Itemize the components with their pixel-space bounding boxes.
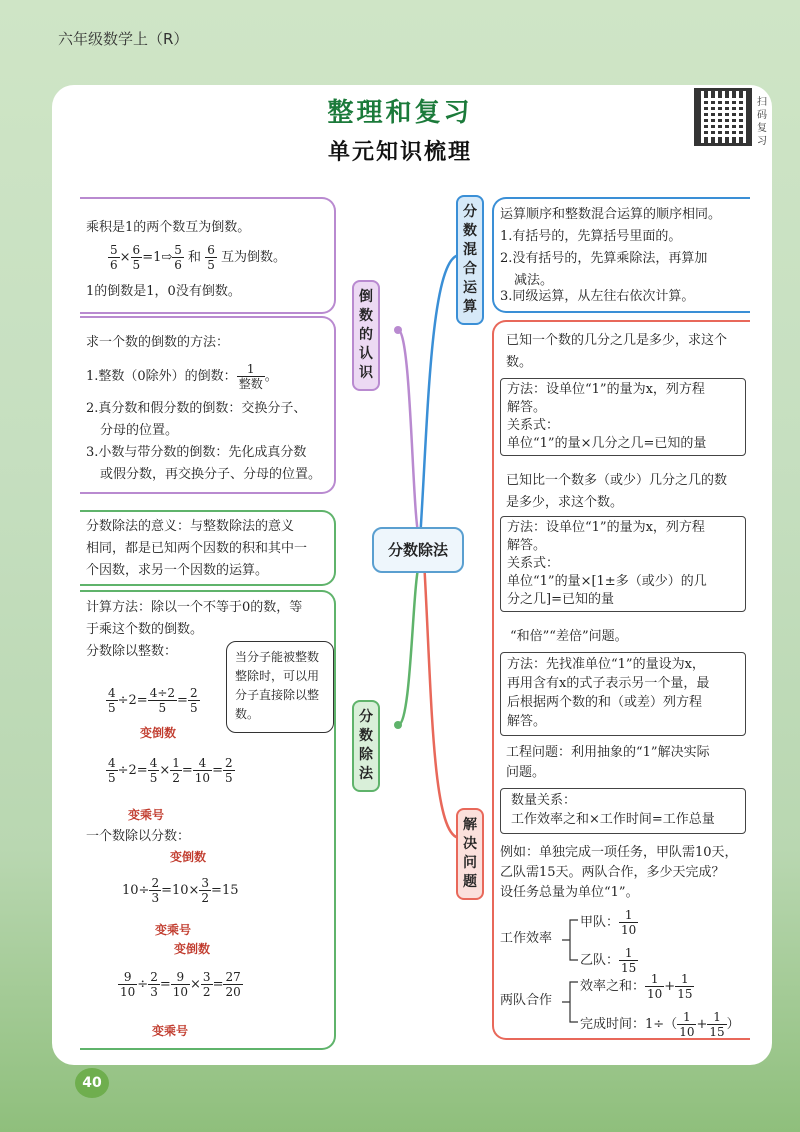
- example-c: 设任务总量为单位“1”。: [500, 885, 639, 900]
- cooperation-label: 两队合作: [500, 993, 553, 1008]
- grade-label: 六年级数学上（R）: [58, 30, 189, 48]
- completion-time: 完成时间：1÷（ $\frac{1}{10}$ + $\frac{1}{15}$ ）: [580, 1010, 740, 1039]
- reciprocal-method-3b: 或假分数，再交换分子、分母的位置。: [100, 467, 322, 482]
- reciprocal-method-title: 求一个数的倒数的方法：: [86, 335, 230, 350]
- division-by-frac-title: 一个数除以分数：: [86, 829, 191, 844]
- flip-label-1: 变倒数: [140, 726, 177, 740]
- q4a: 工程问题：利用抽象的“1”解决实际: [506, 745, 710, 760]
- example-4: $\frac{9}{10}$ ÷ $\frac{2}{3}$ = $\frac{9}{10}$ × $\frac{3}{2}$ = $\frac{27}{20}$: [120, 970, 241, 999]
- page-number: 40: [75, 1068, 109, 1098]
- example-b: 乙队需15天。两队合作，多少天完成？: [500, 865, 725, 880]
- q1b: 数。: [506, 355, 533, 370]
- reciprocal-method-2a: 2.真分数和假分数的倒数：交换分子、: [86, 401, 307, 416]
- example-1: $\frac{4}{5}$ ÷2= $\frac{4\div 2}{5}$ = $\frac{2}{5}$: [108, 686, 198, 715]
- mul-label-2: 变乘号: [155, 923, 192, 937]
- efficiency-label: 工作效率: [500, 931, 553, 946]
- center-topic: 分数除法: [372, 527, 464, 573]
- tag-mixed: 分数混合运算: [456, 195, 484, 325]
- method-box-4: 数量关系： 工作效率之和×工作时间=工作总量: [500, 788, 746, 834]
- division-meaning-b: 相同，都是已知两个因数的积和其中一: [86, 541, 308, 556]
- page-subtitle: 单元知识梳理: [327, 140, 472, 165]
- reciprocal-method-2b: 分母的位置。: [100, 423, 179, 438]
- tag-division: 分数除法: [352, 700, 380, 792]
- mul-label-3: 变乘号: [152, 1024, 189, 1038]
- tag-problems: 解决问题: [456, 808, 484, 900]
- example-2: $\frac{4}{5}$ ÷2= $\frac{4}{5}$ × $\frac{1}{2}$ = $\frac{4}{10}$ = $\frac{2}{5}$: [108, 756, 233, 785]
- method-box-1: 方法：设单位“1”的量为x，列方程 解答。 关系式： 单位“1”的量×几分之几=已知的量: [500, 378, 746, 456]
- scan-label: 扫码复习: [757, 97, 767, 147]
- mixed-l3a: 2.没有括号的，先算乘除法，再算加: [500, 251, 708, 266]
- q1a: 已知一个数的几分之几是多少，求这个: [506, 333, 728, 348]
- q2a: 已知比一个数多（或少）几分之几的数: [506, 473, 728, 488]
- method-box-3: 方法：先找准单位“1”的量设为x， 再用含有x的式子表示另一个量，最 后根据两个数的和（或差）列方程 解答。: [500, 652, 746, 736]
- division-meaning-a: 分数除法的意义：与整数除法的意义: [86, 519, 295, 534]
- reciprocal-method-1: 1.整数（0除外）的倒数： $\frac{1}{\text{整数}}$ 。: [86, 362, 278, 391]
- mixed-l2: 1.有括号的，先算括号里面的。: [500, 229, 682, 244]
- tag-reciprocal: 倒数的认识: [352, 280, 380, 391]
- page-title: 整理和复习: [327, 98, 473, 128]
- callout-note: 当分子能被整数整除时，可以用分子直接除以整数。: [226, 641, 334, 733]
- mixed-l3b: 减法。: [514, 273, 554, 288]
- team-a-efficiency: 甲队： $\frac{1}{10}$: [580, 908, 637, 937]
- q4b: 问题。: [506, 765, 546, 780]
- division-calc-a: 计算方法：除以一个不等于0的数，等: [86, 600, 303, 615]
- q3: “和倍”“差倍”问题。: [510, 629, 628, 644]
- q2b: 是多少，求这个数。: [506, 495, 624, 510]
- method-box-2: 方法：设单位“1”的量为x，列方程 解答。 关系式： 单位“1”的量×[1±多（或少）的几 分之几]=已知的量: [500, 516, 746, 612]
- division-by-int-title: 分数除以整数：: [86, 644, 178, 659]
- division-meaning-c: 个因数，求另一个因数的运算。: [86, 563, 269, 578]
- flip-label-2: 变倒数: [170, 850, 207, 864]
- division-calc-b: 于乘这个数的倒数。: [86, 622, 204, 637]
- reciprocal-example: $\frac{5}{6}$ × $\frac{6}{5}$ =1⇨ $\frac{5}{6}$ 和 $\frac{6}{5}$ 互为倒数。: [110, 243, 286, 272]
- mixed-l1: 运算顺序和整数混合运算的顺序相同。: [500, 207, 722, 222]
- example-a: 例如：单独完成一项任务，甲队需10天，: [500, 845, 738, 860]
- mul-label-1: 变乘号: [128, 808, 165, 822]
- mixed-l4: 3.同级运算，从左往右依次计算。: [500, 289, 695, 304]
- reciprocal-method-3a: 3.小数与带分数的倒数：先化成真分数: [86, 445, 307, 460]
- example-3: 10÷ $\frac{2}{3}$ =10× $\frac{3}{2}$ =15: [122, 876, 239, 905]
- flip-label-3: 变倒数: [174, 942, 211, 956]
- reciprocal-note: 1的倒数是1，0没有倒数。: [86, 284, 241, 299]
- team-b-efficiency: 乙队： $\frac{1}{15}$: [580, 946, 637, 975]
- sum-efficiency: 效率之和： $\frac{1}{10}$ + $\frac{1}{15}$: [580, 972, 693, 1001]
- reciprocal-def: 乘积是1的两个数互为倒数。: [86, 220, 251, 235]
